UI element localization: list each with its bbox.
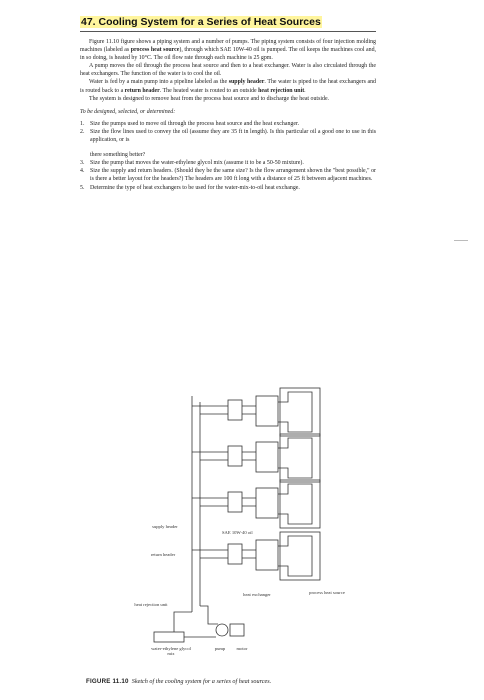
task-list-2 <box>80 159 376 191</box>
cooling-system-figure <box>130 384 360 676</box>
process-heat-source-label: process heat source <box>309 590 345 595</box>
motor-label: motor <box>236 646 248 651</box>
task-item <box>80 128 376 144</box>
task-text: Size the flow lines used to convey the oil (assume they are 35 ft in length). Is this particular oil a good one to use in this application, or is <box>90 128 376 144</box>
machine-3 <box>192 480 320 528</box>
motor-box <box>230 624 244 636</box>
intro-paragraph <box>80 38 376 62</box>
tasks-heading: To be designed, selected, or determined: <box>80 108 176 115</box>
task-item <box>80 159 376 167</box>
water-mix-label: water-ethylene glycol mix <box>151 646 191 657</box>
intro-text-1: Figure 11.10 figure shows a piping system and a number of pumps. The piping system consists of four injection molding machines (labeled as <box>80 39 376 54</box>
margin-mark <box>454 240 468 241</box>
caption-text: Sketch of the cooling system for a series of heat sources. <box>131 678 272 685</box>
intro-text-2: ), through which SAE 10W-40 oil is pumped. The oil keeps the machines cool and, in so doing, is heated by 10°C. The oil flow rate through each machine is 25 gpm. <box>80 47 376 62</box>
task-text: Size the pumps used to move oil through the process heat source and the heat exchanger. <box>90 120 300 127</box>
paragraph-3 <box>80 78 376 94</box>
task-continuation: there something better? <box>90 152 146 159</box>
machine-2 <box>192 434 320 482</box>
p3-bold-rejection: heat rejection unit <box>258 87 305 94</box>
task-number: 4. <box>80 168 85 175</box>
task-text: Size the supply and return headers. (Should they be the same size? Is the flow arrangement shown the "best possible," or is there a better layout for the headers?) The headers are 100 ft long with a distance of 25 ft between adjacent machines. <box>90 168 376 183</box>
task-number: 2. <box>80 128 85 135</box>
task-number: 3. <box>80 160 85 167</box>
p3-text-4: . <box>304 87 306 94</box>
task-number: 1. <box>80 120 85 127</box>
heat-rejection-unit-label: heat rejection unit <box>134 602 168 607</box>
p3-bold-return: return header <box>124 87 160 94</box>
p3-text-2: . The water is piped to the heat exchangers and is routed back to a <box>80 79 376 94</box>
p3-text-3: . The heated water is routed to an outside <box>159 87 257 94</box>
p3-text-1: Water is fed by a main pump into a pipeline labeled as the <box>89 79 228 86</box>
task-text: Determine the type of heat exchangers to be used for the water-mix-to-oil heat exchange. <box>90 184 300 191</box>
task-text: Size the pump that moves the water-ethylene glycol mix (assume it to be a 50-50 mixture). <box>90 160 304 167</box>
paragraph-4: The system is designed to remove heat from the process heat source and to discharge the heat outside. <box>89 95 330 102</box>
task-number: 5. <box>80 184 85 191</box>
title-rule <box>80 31 376 32</box>
machine-4 <box>192 532 320 580</box>
return-to-pump <box>200 606 218 624</box>
supply-to-unit <box>174 612 192 632</box>
body-text <box>80 38 376 192</box>
machine-1 <box>192 388 320 436</box>
pump-circle <box>216 624 228 636</box>
task-list-1 <box>80 120 376 144</box>
section-title <box>80 16 420 28</box>
figure-caption <box>86 678 406 685</box>
p3-bold-supply: supply header <box>228 79 265 86</box>
pump-label: pump <box>214 646 226 651</box>
heat-rejection-unit <box>154 632 184 642</box>
task-item <box>80 167 376 183</box>
task-item <box>80 120 376 128</box>
caption-figure-number: FIGURE 11.10 <box>86 678 129 685</box>
oil-label: SAE 10W-40 oil <box>222 530 253 535</box>
paragraph-2: A pump moves the oil through the process heat source and then to a heat exchanger. Water is also circulated through the heat exchangers. The function of the water is to cool the oil. <box>80 63 376 78</box>
heat-exchanger-label: heat exchanger <box>243 592 271 597</box>
supply-header-label: supply header <box>152 524 178 529</box>
task-item <box>80 184 376 192</box>
title-highlight: 47. Cooling System for a Series of Heat Sources <box>81 16 321 28</box>
return-header-label: return header <box>150 552 176 557</box>
intro-bold-term: process heat source <box>130 47 180 54</box>
